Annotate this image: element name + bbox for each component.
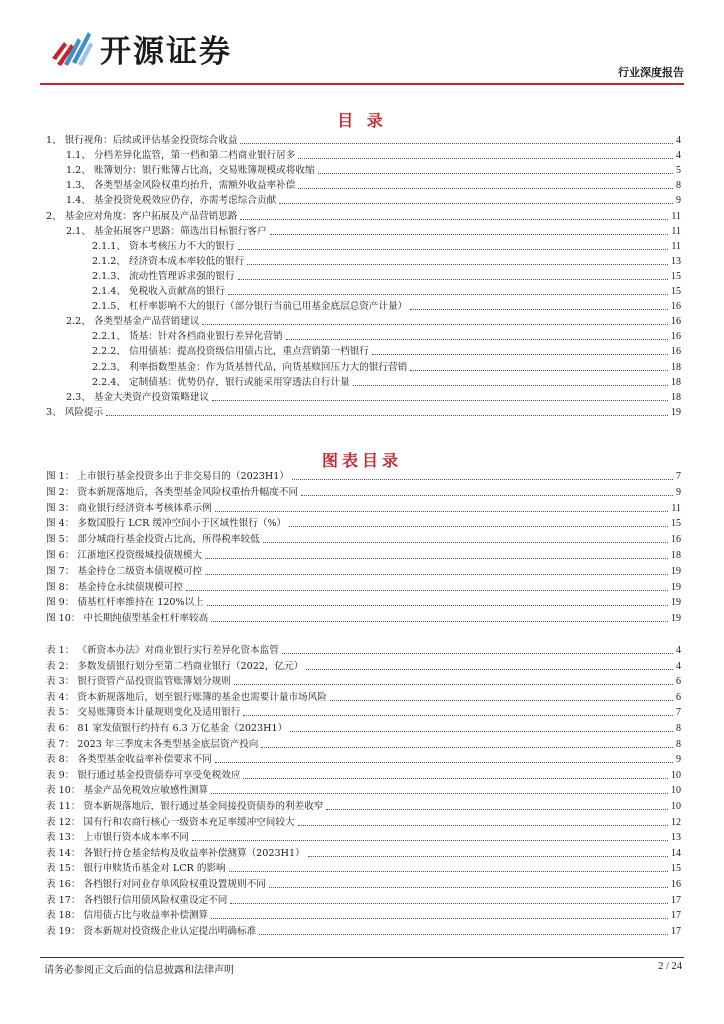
table-list-item-label: 表 12： 国有行和农商行核心一级资本充足率缓冲空间较大 (46, 816, 295, 828)
chart-list-item-label: 图 7： 基金持仓二级资本债规模可控 (46, 565, 203, 577)
table-list-item-page: 4 (676, 660, 681, 672)
toc-entry[interactable] (92, 360, 681, 374)
toc-entry-label: 2.2.2、 信用债基：提高投资级信用债占比，重点营销第一档银行 (92, 346, 369, 358)
report-type-label: 行业深度报告 (618, 66, 684, 79)
chart-list-item-page: 19 (671, 581, 681, 593)
toc-entry[interactable] (46, 133, 681, 147)
toc-entry-page: 18 (671, 376, 681, 388)
table-list-item[interactable] (46, 690, 681, 704)
table-list-item[interactable] (46, 737, 681, 751)
toc-entry-page: 8 (676, 180, 681, 192)
toc-entry-label: 2.1.3、 流动性管理诉求强的银行 (92, 270, 235, 282)
dot-leader (306, 668, 673, 670)
chart-list-item[interactable] (46, 548, 681, 562)
table-list-item[interactable] (46, 893, 681, 907)
dot-leader (215, 761, 673, 763)
table-list-item[interactable] (46, 877, 681, 891)
toc-entry[interactable] (66, 390, 681, 404)
chart-list-item-page: 9 (676, 486, 681, 498)
table-list-item[interactable] (46, 674, 681, 688)
table-list-item[interactable] (46, 815, 681, 829)
dot-leader (211, 792, 668, 794)
dot-leader (229, 870, 668, 872)
dot-leader (240, 142, 673, 144)
toc-entry[interactable] (46, 405, 681, 419)
toc-entry[interactable] (46, 209, 681, 223)
dot-leader (243, 714, 673, 716)
chart-list-item[interactable] (46, 516, 681, 530)
toc-entry-label: 3、 风险提示 (46, 406, 104, 418)
toc-entry-page: 5 (676, 165, 681, 177)
toc-entry-label: 1、 银行视角：后续或评估基金投资综合收益 (46, 135, 238, 146)
toc-entry-page: 16 (671, 331, 681, 343)
table-list-item-page: 4 (676, 645, 681, 656)
toc-entry-label: 2.2、 各类型基金产品营销建议 (66, 316, 200, 328)
table-list-item-label: 表 18： 信用债占比与收益率补偿测算 (46, 910, 209, 922)
toc-title: 目 录 (337, 111, 387, 130)
dot-leader (205, 573, 668, 575)
dot-leader (326, 808, 668, 810)
toc-entry-page: 15 (671, 286, 681, 297)
toc-entry-label: 1.4、 基金投资免税效应仍存，亦需考虑综合贡献 (66, 195, 277, 207)
toc-entry[interactable] (92, 299, 681, 313)
toc-entry-page: 16 (671, 316, 681, 328)
dot-leader (301, 494, 673, 496)
table-list-item-label: 表 5： 交易账簿资本计量规则变化及适用银行 (46, 707, 241, 719)
header-rule (40, 83, 684, 85)
table-list-item-label: 表 1： 《新资本办法》对商业银行实行差异化资本监管 (46, 645, 279, 656)
table-list-item[interactable] (46, 830, 681, 844)
toc-entry-page: 18 (671, 391, 681, 403)
table-list-item[interactable] (46, 924, 681, 938)
toc-entry[interactable] (66, 314, 681, 328)
dot-leader (234, 683, 673, 685)
dot-leader (330, 699, 673, 701)
dot-leader (372, 353, 668, 355)
toc-entry[interactable] (92, 269, 681, 283)
table-list-item[interactable] (46, 705, 681, 719)
chart-list-item-page: 19 (671, 613, 681, 625)
dot-leader (207, 604, 668, 606)
toc-entry[interactable] (92, 284, 681, 298)
chart-list-item[interactable] (46, 611, 681, 625)
table-list-item-label: 表 15： 银行申赎货币基金对 LCR 的影响 (46, 863, 226, 875)
dot-leader (410, 369, 668, 371)
table-list-item-label: 表 10： 基金产品免税效应敏感性测算 (46, 785, 209, 797)
dot-leader (247, 263, 668, 265)
dot-leader (269, 886, 668, 888)
dot-leader (298, 187, 673, 189)
dot-leader (211, 620, 668, 622)
table-list-item[interactable] (46, 861, 681, 875)
toc-entry[interactable] (66, 148, 681, 162)
table-list-item-page: 6 (676, 676, 681, 688)
table-list-item[interactable] (46, 659, 681, 673)
table-list-item-label: 表 2： 多数发债银行划分至第二档商业银行（2022，亿元） (46, 660, 304, 672)
table-list-item-page: 10 (671, 785, 681, 797)
table-list-item-page: 14 (671, 847, 681, 859)
table-list-item[interactable] (46, 643, 681, 657)
dot-leader (261, 746, 673, 748)
dot-leader (212, 399, 668, 401)
toc-entry-label: 2.2.1、 货基：针对各档商业银行差异化营销 (92, 331, 283, 343)
dot-leader (205, 557, 668, 559)
toc-entry-label: 2、 基金应对角度：客户拓展及产品营销思路 (46, 210, 238, 222)
toc-entry-label: 2.1.2、 经济资本成本率较低的银行 (92, 255, 245, 267)
table-list-item-page: 8 (676, 738, 681, 750)
table-list-item-page: 10 (671, 769, 681, 781)
toc-entry-page: 16 (671, 346, 681, 358)
chart-list-item-label: 图 5： 部分城商行基金投资占比高，所得税率较低 (46, 534, 260, 546)
table-list-item-page: 15 (671, 863, 681, 875)
chart-list-item-page: 15 (671, 518, 681, 530)
chart-list-item-page: 19 (671, 597, 681, 609)
toc-entry[interactable] (66, 178, 681, 192)
dot-leader (318, 172, 673, 174)
toc-entry-page: 15 (671, 270, 681, 282)
chart-list-item-page: 19 (671, 565, 681, 577)
dot-leader (230, 902, 668, 904)
toc-entry-page: 16 (671, 301, 681, 313)
table-list-item-page: 9 (676, 754, 681, 766)
toc-entry-page: 13 (671, 255, 681, 267)
toc-entry-page: 9 (676, 195, 681, 207)
toc-entry[interactable] (66, 224, 681, 238)
chart-list-item[interactable] (46, 485, 681, 499)
chart-list-item-label: 图 3： 商业银行经济资本考核体系示例 (46, 502, 212, 514)
table-list-item[interactable] (46, 908, 681, 922)
dot-leader (238, 278, 668, 280)
figures-title: 图表目录 (321, 451, 402, 470)
toc-entry-label: 2.1.5、 杠杆率影响不大的银行（部分银行当前已用基金底层总资产计量） (92, 301, 408, 313)
toc-entry[interactable] (92, 329, 681, 343)
dot-leader (410, 308, 668, 310)
chart-list-item[interactable] (46, 564, 681, 578)
toc-entry[interactable] (92, 254, 681, 268)
toc-entry-label: 2.1.4、 免税收入贡献高的银行 (92, 286, 225, 297)
dot-leader (106, 414, 668, 416)
footer-rule (40, 957, 684, 958)
chart-list-item-page: 16 (671, 534, 681, 546)
dot-leader (289, 525, 668, 527)
dot-leader (211, 917, 668, 919)
page-number: 2 / 24 (658, 961, 682, 972)
toc-entry-page: 19 (671, 406, 681, 418)
toc-entry-label: 1.1、 分档差异化监管，第一档和第二档商业银行居多 (66, 150, 296, 162)
table-list-item-label: 表 13： 上市银行资本成本率不同 (46, 832, 190, 844)
dot-leader (240, 218, 668, 220)
logo-text: 开源证券 (100, 33, 232, 70)
table-list-item-label: 表 4： 资本新规落地后，划至银行账簿的基金也需要计量市场风险 (46, 691, 327, 703)
dot-leader (308, 855, 668, 857)
toc-entry-page: 11 (671, 240, 681, 252)
page-header (40, 14, 684, 82)
table-list-item[interactable] (46, 768, 681, 782)
dot-leader (215, 510, 669, 512)
chart-list-item-label: 图 2： 资本新规落地后，各类型基金风险权重抬升幅度不同 (46, 486, 299, 498)
toc-entry-label: 2.1、 基金拓展客户思路：筛选出目标银行客户 (66, 225, 267, 237)
toc-entry-page: 11 (671, 225, 681, 237)
dot-leader (192, 839, 668, 841)
table-list-item-page: 17 (671, 894, 681, 906)
chart-list-item-label: 图 9： 债基杠杆率维持在 120%以上 (46, 597, 204, 609)
kaiyuan-logo-icon (48, 28, 94, 68)
table-list-item-page: 16 (671, 879, 681, 890)
table-list-item[interactable] (46, 846, 681, 860)
table-list-item-label: 表 16： 各档银行对同业存单风险权重设置规则不同 (46, 879, 266, 890)
chart-list-item-page: 7 (676, 471, 681, 482)
table-list-item-page: 7 (676, 707, 681, 719)
table-list-item-page: 13 (671, 832, 681, 844)
toc-entry-label: 1.2、 账簿划分：银行账簿占比高，交易账簿规模或将收缩 (66, 165, 315, 177)
chart-list-item-page: 11 (671, 502, 681, 514)
chart-list-item-label: 图 1： 上市银行基金投资多出于非交易目的（2023H1） (46, 471, 289, 482)
table-list-item-page: 12 (671, 816, 681, 828)
table-list-item-page: 8 (676, 723, 681, 734)
toc-entry-label: 2.2.3、 利率指数型基金：作为货基替代品，向货基赎回压力大的银行营销 (92, 361, 408, 373)
dot-leader (282, 652, 673, 654)
dot-leader (263, 541, 668, 543)
table-list-item-page: 17 (671, 925, 681, 937)
toc-entry-page: 4 (676, 150, 681, 162)
dot-leader (298, 824, 668, 826)
table-list-item-label: 表 19： 资本新规对投资级企业认定提出明确标准 (46, 925, 257, 937)
table-list-item-label: 表 8： 各类型基金收益率补偿要求不同 (46, 754, 212, 766)
chart-list-item-label: 图 4： 多数国股行 LCR 缓冲空间小于区域性银行（%） (46, 518, 287, 530)
dot-leader (279, 202, 673, 204)
chart-list-item-page: 18 (671, 550, 681, 561)
table-list-item-page: 10 (671, 801, 681, 812)
chart-list-item-label: 图 10： 中长期纯债型基金杠杆率较高 (46, 613, 209, 625)
toc-entry[interactable] (66, 193, 681, 207)
dot-leader (243, 777, 668, 779)
company-logo (48, 26, 232, 70)
dot-leader (186, 589, 668, 591)
table-list-item-label: 表 14： 各银行持仓基金结构及收益率补偿测算（2023H1） (46, 847, 305, 859)
table-list-item-label: 表 9： 银行通过基金投资债券可享受免税效应 (46, 769, 241, 781)
chart-list-item[interactable] (46, 580, 681, 594)
table-list-item[interactable] (46, 721, 681, 735)
toc-entry[interactable] (92, 375, 681, 389)
table-list-item-page: 6 (676, 691, 681, 703)
chart-list-item[interactable] (46, 469, 681, 483)
table-list-item-page: 17 (671, 910, 681, 922)
toc-entry-page: 18 (671, 361, 681, 373)
toc-entry-page: 11 (671, 210, 681, 222)
table-list-item[interactable] (46, 799, 681, 813)
chart-list-item-label: 图 8： 基金持仓永续债规模可控 (46, 581, 183, 593)
toc-entry-label: 2.2.4、 定制债基：优势仍存，银行或能采用穿透法自行计量 (92, 376, 350, 388)
table-list-item-label: 表 11： 资本新规落地后，银行通过基金间接投资债券的利差收窄 (46, 801, 324, 812)
dot-leader (286, 338, 668, 340)
toc-entry[interactable] (66, 163, 681, 177)
toc-entry-label: 1.3、 各类型基金风险权重均抬升，需额外收益率补偿 (66, 180, 296, 192)
table-list-item-label: 表 6： 81 家发债银行约持有 6.3 万亿基金（2023H1） (46, 723, 288, 734)
dot-leader (228, 293, 668, 295)
chart-list-item[interactable] (46, 501, 681, 515)
dot-leader (259, 933, 668, 935)
toc-entry[interactable] (92, 239, 681, 253)
chart-list-item-label: 图 6： 江浙地区投资级城投债规模大 (46, 550, 203, 561)
dot-leader (202, 323, 668, 325)
dot-leader (353, 384, 668, 386)
table-list-item-label: 表 7： 2023 年三季度末各类型基金底层资产投向 (46, 738, 259, 750)
chart-list-item[interactable] (46, 595, 681, 609)
toc-entry-page: 4 (676, 135, 681, 146)
footer-disclaimer: 请务必参阅正文后面的信息披露和法律声明 (44, 965, 234, 976)
dot-leader (270, 233, 669, 235)
dot-leader (290, 730, 673, 732)
table-list-item-label: 表 17： 各档银行信用债风险权重设定不同 (46, 894, 228, 906)
toc-entry-label: 2.3、 基金大类资产投资策略建议 (66, 391, 210, 403)
dot-leader (292, 478, 673, 480)
toc-entry[interactable] (92, 344, 681, 358)
dot-leader (298, 157, 673, 159)
dot-leader (238, 248, 669, 250)
chart-list-item[interactable] (46, 532, 681, 546)
table-list-item[interactable] (46, 783, 681, 797)
table-list-item-label: 表 3： 银行资管产品投资监管账簿划分规则 (46, 676, 231, 688)
table-list-item[interactable] (46, 752, 681, 766)
toc-entry-label: 2.1.1、 资本考核压力不大的银行 (92, 240, 235, 252)
